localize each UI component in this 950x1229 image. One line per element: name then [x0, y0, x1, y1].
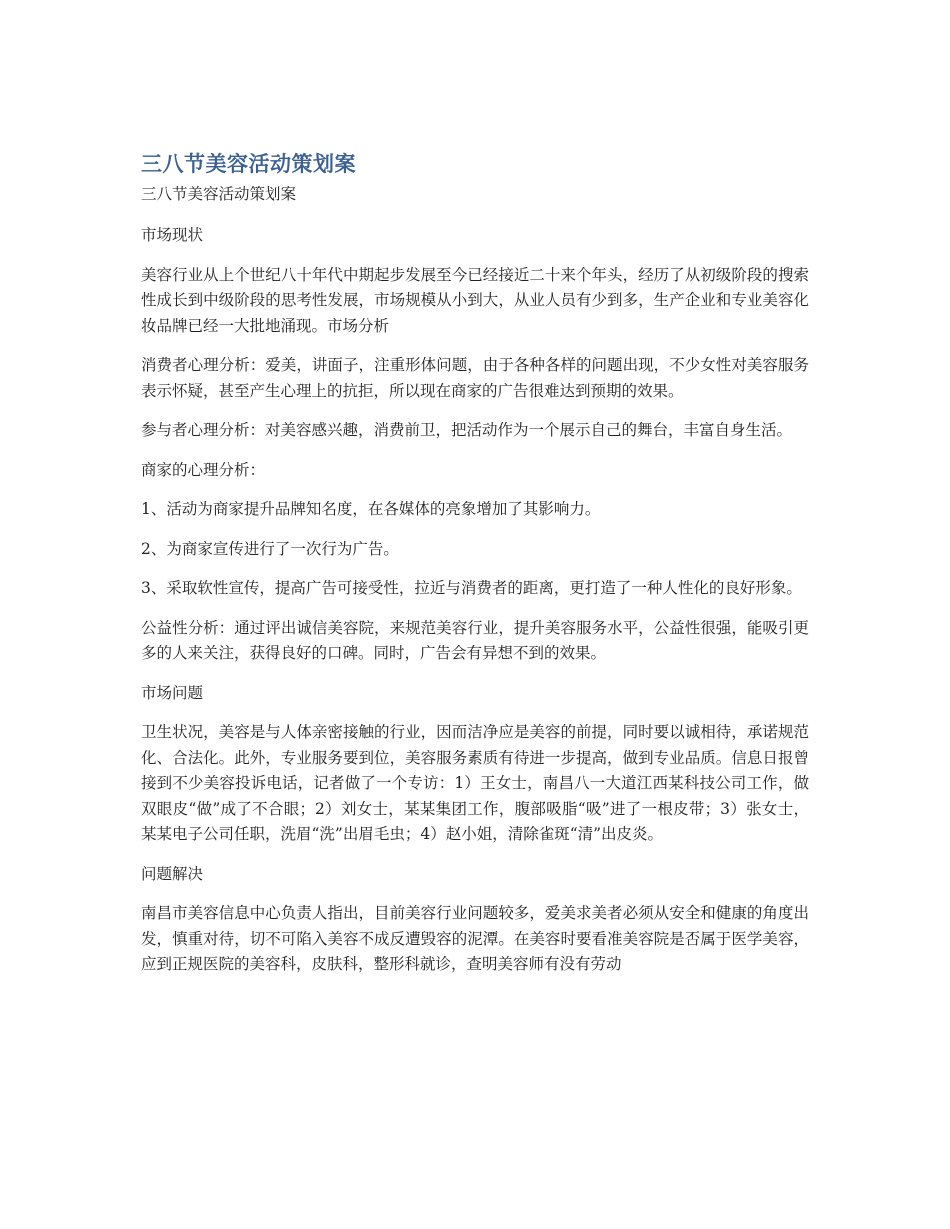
- document-subtitle: 三八节美容活动策划案: [141, 185, 297, 203]
- paragraph-market-status: 美容行业从上个世纪八十年代中期起步发展至今已经接近二十来个年头，经历了从初级阶段的搜索性成长到中级阶段的思考性发展，市场规模从小到大，从业人员有少到多，生产企业和专业美容化妆品牌已经一大批地涌现。市场分析: [141, 265, 809, 335]
- heading-market-status: 市场现状: [141, 226, 204, 244]
- paragraph-participant-analysis: 参与者心理分析：对美容感兴趣，消费前卫，把活动作为一个展示自己的舞台，丰富自身生活。: [141, 421, 793, 439]
- paragraph-consumer-analysis: 消费者心理分析：爱美，讲面子，注重形体问题，由于各种各样的问题出现，不少女性对美容服务表示怀疑，甚至产生心理上的抗拒，所以现在商家的广告很难达到预期的效果。: [141, 356, 809, 400]
- heading-market-problems: 市场问题: [141, 683, 204, 702]
- document-title: 三八节美容活动策划案: [141, 152, 356, 176]
- paragraph-public-welfare: 公益性分析：通过评出诚信美容院，来规范美容行业，提升美容服务水平，公益性很强，能吸引更多的人来关注，获得良好的口碑。同时，广告会有异想不到的效果。: [141, 618, 809, 662]
- document-body: [141, 148, 809, 992]
- paragraph-problem-solving: 南昌市美容信息中心负责人指出，目前美容行业问题较多，爱美求美者必须从安全和健康的角度出发，慎重对待，切不可陷入美容不成反遭毁容的泥潭。在美容时要看准美容院是否属于医学美容，应到正规医院的美容科，皮肤科，整形科就诊，查明美容师有没有劳动: [141, 904, 809, 973]
- heading-problem-solving: 问题解决: [141, 864, 204, 883]
- list-item-merchant-1: 1、活动为商家提升品牌知名度，在各媒体的亮象增加了其影响力。: [141, 500, 601, 518]
- paragraph-market-problems: 卫生状况，美容是与人体亲密接触的行业，因而洁净应是美容的前提，同时要以诚相待，承诺规范化、合法化。此外，专业服务要到位，美容服务素质有待进一步提高，做到专业品质。信息日报曾接到不少美容投诉电话，记者做了一个专访：1）王女士，南昌八一大道江西某科技公司工作，做双眼皮“做”成了不合眼；2）刘女士，某某集团工作，腹部吸脂“吸”进了一根皮带；3）张女士，某某电子公司任职，洗眉“洗”出眉毛虫；4）赵小姐，清除雀斑“清”出皮炎。: [141, 723, 809, 843]
- heading-merchant-analysis: 商家的心理分析：: [141, 460, 266, 479]
- list-item-merchant-2: 2、为商家宣传进行了一次行为广告。: [141, 539, 399, 558]
- list-item-merchant-3: 3、采取软性宣传，提高广告可接受性，拉近与消费者的距离，更打造了一种人性化的良好形象。: [141, 579, 802, 597]
